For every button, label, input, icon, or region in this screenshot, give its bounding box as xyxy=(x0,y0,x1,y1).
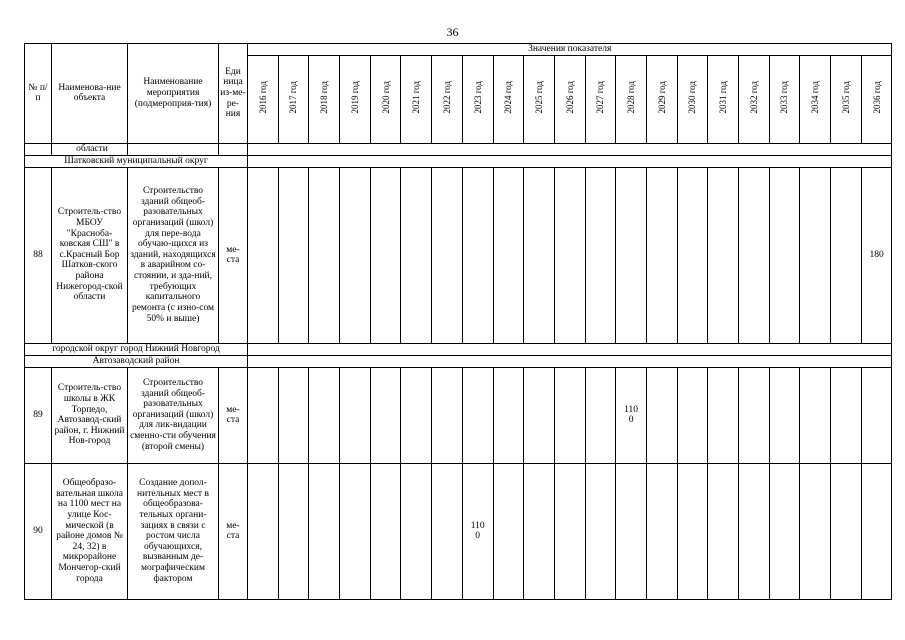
year-header-0 xyxy=(248,55,279,143)
value-cell xyxy=(646,167,677,343)
value-cell xyxy=(432,167,463,343)
value-cell xyxy=(861,367,892,463)
table-row xyxy=(25,463,892,599)
year-header-13 xyxy=(646,55,677,143)
row-object-cell: Строитель-ство школы в ЖК Торпедо, Автозавод-ский район, г. Нижний Нов-город xyxy=(52,367,128,463)
value-cell xyxy=(800,367,831,463)
value-cell xyxy=(739,167,770,343)
value-cell xyxy=(432,367,463,463)
table-body xyxy=(25,143,892,599)
value-cell xyxy=(340,167,371,343)
value-cell xyxy=(554,463,585,599)
year-label: 2018 год xyxy=(319,81,330,114)
year-label: 2030 год xyxy=(687,81,698,114)
row-unit-cell: ме-ста xyxy=(219,367,248,463)
value-cell xyxy=(831,463,862,599)
value-cell xyxy=(370,367,401,463)
year-label: 2036 год xyxy=(871,81,882,114)
value-cell xyxy=(739,367,770,463)
value-cell xyxy=(462,167,493,343)
value-cell xyxy=(248,367,279,463)
year-label: 2022 год xyxy=(441,81,452,114)
value-cell xyxy=(554,367,585,463)
indicator-value: 110 0 xyxy=(624,404,639,426)
value-cell xyxy=(401,463,432,599)
value-cell xyxy=(585,367,616,463)
year-header-14 xyxy=(677,55,708,143)
table-row-leftover xyxy=(25,143,892,155)
value-cell xyxy=(309,463,340,599)
year-label: 2020 год xyxy=(380,81,391,114)
row-num-cell: 88 xyxy=(25,167,52,343)
value-cell xyxy=(708,167,739,343)
year-header-3 xyxy=(340,55,371,143)
value-cell xyxy=(432,463,463,599)
region-row-shatki-label: Шатковский муниципальный округ xyxy=(25,155,248,167)
value-cell xyxy=(769,167,800,343)
value-cell xyxy=(554,167,585,343)
leftover-object-cell: области xyxy=(52,143,128,155)
indicator-value: 110 0 xyxy=(470,520,485,542)
header-measure: Наименование мероприятия (подмероприя-тия) xyxy=(128,44,219,144)
region-row-avtozavod xyxy=(25,355,892,367)
year-header-8 xyxy=(493,55,524,143)
year-label: 2033 год xyxy=(779,81,790,114)
year-header-18 xyxy=(800,55,831,143)
region-row-nn-blank xyxy=(248,343,892,355)
year-label: 2034 год xyxy=(810,81,821,114)
value-cell xyxy=(800,463,831,599)
leftover-measure-cell xyxy=(128,143,219,155)
year-header-5 xyxy=(401,55,432,143)
row-unit-cell: ме-ста xyxy=(219,463,248,599)
header-unit: Еди ница из-ме-ре-ния xyxy=(219,44,248,144)
year-header-10 xyxy=(554,55,585,143)
value-cell xyxy=(861,167,892,343)
year-header-6 xyxy=(432,55,463,143)
year-header-12 xyxy=(616,55,647,143)
value-cell xyxy=(831,367,862,463)
page-number: 36 xyxy=(446,25,459,39)
year-header-19 xyxy=(831,55,862,143)
value-cell xyxy=(278,463,309,599)
value-cell xyxy=(585,167,616,343)
value-cell xyxy=(370,167,401,343)
value-cell xyxy=(248,167,279,343)
year-header-2 xyxy=(309,55,340,143)
value-cell xyxy=(831,167,862,343)
year-label: 2026 год xyxy=(564,81,575,114)
value-cell xyxy=(616,367,647,463)
value-cell xyxy=(309,367,340,463)
value-cell xyxy=(278,367,309,463)
row-num-cell: 89 xyxy=(25,367,52,463)
leftover-num-cell xyxy=(25,143,52,155)
year-label: 2021 год xyxy=(411,81,422,114)
value-cell xyxy=(861,463,892,599)
value-cell xyxy=(524,463,555,599)
year-label: 2023 год xyxy=(472,81,483,114)
year-label: 2017 год xyxy=(288,81,299,114)
year-label: 2029 год xyxy=(656,81,667,114)
value-cell xyxy=(708,463,739,599)
value-cell xyxy=(524,167,555,343)
table-header xyxy=(25,44,892,144)
year-header-7 xyxy=(462,55,493,143)
row-measure-cell: Создание допол-нительных мест в общеобразова-тельных органи-зациях в связи с ростом числа обучающихся, вызванным де-мографическим фактором xyxy=(128,463,219,599)
region-row-shatki-blank xyxy=(248,155,892,167)
year-label: 2035 год xyxy=(840,81,851,114)
region-row-nn-label: городской округ город Нижний Новгород xyxy=(25,343,248,355)
value-cell xyxy=(769,463,800,599)
year-header-17 xyxy=(769,55,800,143)
value-cell xyxy=(646,463,677,599)
year-header-1 xyxy=(278,55,309,143)
year-header-16 xyxy=(739,55,770,143)
row-object-cell: Строитель-ство МБОУ "Красноба-ковская СШ" в с.Красный Бор Шатков-ского района Нижегород-ской области xyxy=(52,167,128,343)
value-cell xyxy=(769,367,800,463)
value-cell xyxy=(462,367,493,463)
value-cell xyxy=(677,367,708,463)
year-header-20 xyxy=(861,55,892,143)
region-row-avtozavod-label: Автозаводский район xyxy=(25,355,248,367)
value-cell xyxy=(462,463,493,599)
value-cell xyxy=(493,367,524,463)
value-cell xyxy=(401,367,432,463)
value-cell xyxy=(616,463,647,599)
value-cell xyxy=(708,367,739,463)
header-values: Значения показателя xyxy=(248,44,892,56)
value-cell xyxy=(309,167,340,343)
value-cell xyxy=(340,367,371,463)
value-cell xyxy=(616,167,647,343)
value-cell xyxy=(401,167,432,343)
leftover-values-cell xyxy=(248,143,892,155)
value-cell xyxy=(493,463,524,599)
year-header-4 xyxy=(370,55,401,143)
header-num: № п/п xyxy=(25,44,52,144)
row-unit-cell: ме-ста xyxy=(219,167,248,343)
table-row xyxy=(25,367,892,463)
value-cell xyxy=(278,167,309,343)
year-label: 2025 год xyxy=(533,81,544,114)
leftover-unit-cell xyxy=(219,143,248,155)
value-cell xyxy=(739,463,770,599)
year-label: 2019 год xyxy=(349,81,360,114)
row-measure-cell: Строительство зданий общеоб-разовательных организаций (школ) для лик-видации сменно-сти обучения (второй смены) xyxy=(128,367,219,463)
year-label: 2031 год xyxy=(718,81,729,114)
year-header-11 xyxy=(585,55,616,143)
header-object: Наименова-ние объекта xyxy=(52,44,128,144)
region-row-shatki xyxy=(25,155,892,167)
value-cell xyxy=(646,367,677,463)
row-object-cell: Общеобразо-вательная школа на 1100 мест на улице Кос-мической (в районе домов № 24, 32) в микрорайоне Мончегор-ский города xyxy=(52,463,128,599)
value-cell xyxy=(370,463,401,599)
value-cell xyxy=(340,463,371,599)
year-label: 2024 год xyxy=(503,81,514,114)
table-row xyxy=(25,167,892,343)
value-cell xyxy=(493,167,524,343)
year-label: 2032 год xyxy=(748,81,759,114)
year-header-9 xyxy=(524,55,555,143)
indicator-value: 180 xyxy=(869,249,884,260)
value-cell xyxy=(248,463,279,599)
year-label: 2016 год xyxy=(257,81,268,114)
row-measure-cell: Строительство зданий общеоб-разовательных организаций (школ) для пере-вода обучаю-щихся из зданий, находящихся в аварийном со-стоянии, и зда-ний, требующих капитального ремонта (с изно-сом 50% и выше) xyxy=(128,167,219,343)
region-row-nn xyxy=(25,343,892,355)
indicator-table xyxy=(24,43,892,600)
year-label: 2028 год xyxy=(626,81,637,114)
value-cell xyxy=(677,167,708,343)
value-cell xyxy=(585,463,616,599)
year-label: 2027 год xyxy=(595,81,606,114)
value-cell xyxy=(800,167,831,343)
region-row-avtozavod-blank xyxy=(248,355,892,367)
year-header-15 xyxy=(708,55,739,143)
value-cell xyxy=(524,367,555,463)
value-cell xyxy=(677,463,708,599)
row-num-cell: 90 xyxy=(25,463,52,599)
